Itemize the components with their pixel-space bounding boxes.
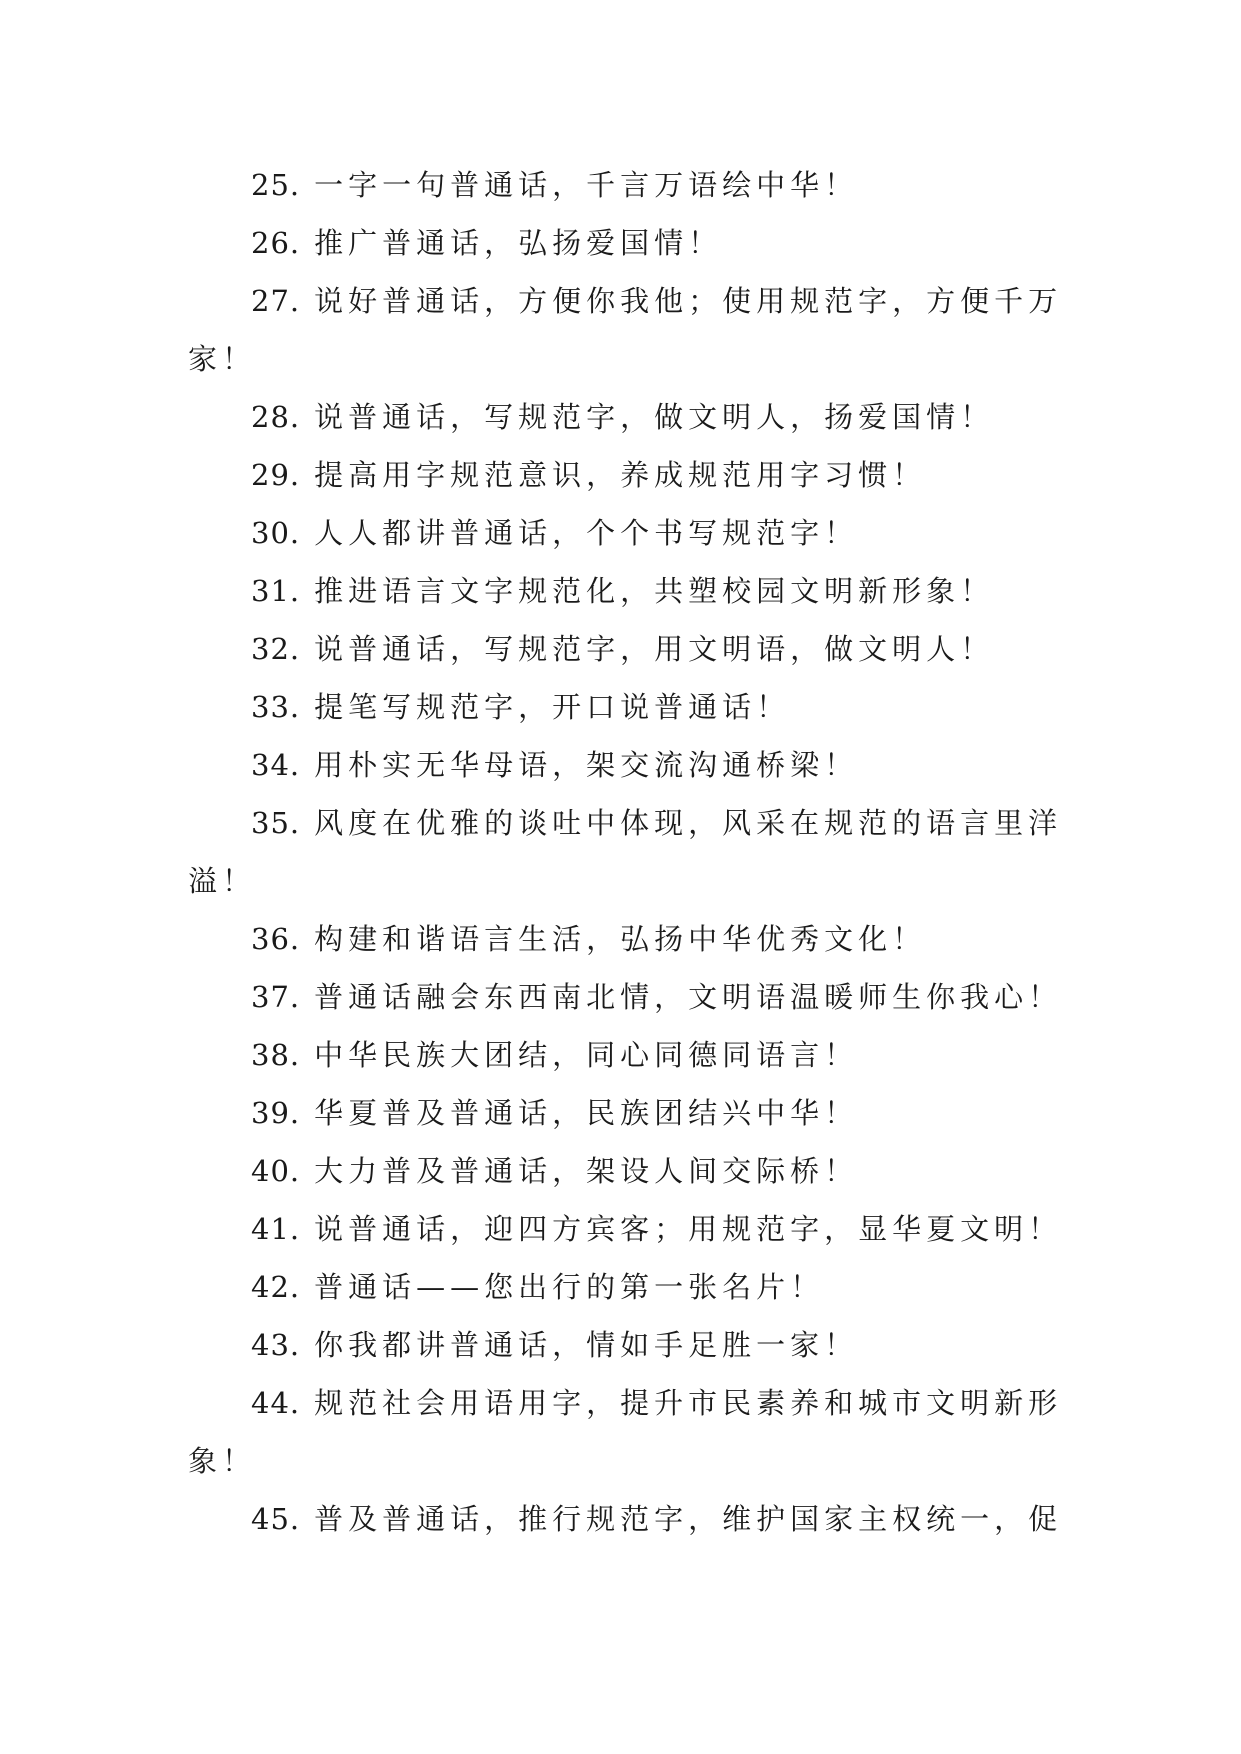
item-number: 34. [251, 748, 301, 782]
slogan-continuation [188, 330, 1048, 388]
slogan-text: 你我都讲普通话，情如手足胜一家！ [314, 1328, 859, 1362]
item-number: 30. [251, 516, 301, 550]
slogan-line [188, 156, 1048, 214]
slogan-text: 普及普通话，推行规范字，维护国家主权统一，促 [314, 1502, 1063, 1536]
item-number: 27. [251, 284, 301, 318]
slogan-line [188, 1490, 1063, 1548]
slogan-text: 中华民族大团结，同心同德同语言！ [314, 1038, 859, 1072]
slogan-line [188, 968, 1063, 1026]
item-number: 44. [251, 1386, 301, 1420]
slogan-text: 大力普及普通话，架设人间交际桥！ [314, 1154, 859, 1188]
item-number: 38. [251, 1038, 301, 1072]
item-number: 41. [251, 1212, 301, 1246]
slogan-line [188, 736, 1048, 794]
item-number: 29. [251, 458, 301, 492]
item-number: 43. [251, 1328, 301, 1362]
slogan-line [188, 446, 1048, 504]
slogan-line [188, 1142, 1048, 1200]
slogan-text: 人人都讲普通话，个个书写规范字！ [314, 516, 859, 550]
slogan-text: 家！ [188, 342, 257, 376]
item-number: 26. [251, 226, 301, 260]
slogan-line [188, 910, 1048, 968]
slogan-line [188, 1316, 1048, 1374]
slogan-text: 普通话融会东西南北情，文明语温暖师生你我心！ [314, 980, 1063, 1014]
slogan-text: 构建和谐语言生活，弘扬中华优秀文化！ [314, 922, 927, 956]
item-number: 39. [251, 1096, 301, 1130]
slogan-line [188, 678, 1048, 736]
slogan-text: 规范社会用语用字，提升市民素养和城市文明新形 [314, 1386, 1063, 1420]
slogan-text: 说普通话，写规范字，做文明人，扬爱国情！ [314, 400, 995, 434]
slogan-text: 象！ [188, 1444, 257, 1478]
item-number: 31. [251, 574, 301, 608]
item-number: 36. [251, 922, 301, 956]
slogan-line [188, 794, 1063, 852]
slogan-line [188, 1026, 1048, 1084]
slogan-text: 说普通话，写规范字，用文明语，做文明人！ [314, 632, 995, 666]
item-number: 40. [251, 1154, 301, 1188]
slogan-text: 风度在优雅的谈吐中体现，风采在规范的语言里洋 [314, 806, 1063, 840]
item-number: 45. [251, 1502, 301, 1536]
slogan-text: 说普通话，迎四方宾客；用规范字，显华夏文明！ [314, 1212, 1063, 1246]
slogan-line [188, 1374, 1063, 1432]
slogan-text: 普通话——您出行的第一张名片！ [314, 1270, 825, 1304]
slogan-text: 推进语言文字规范化，共塑校园文明新形象！ [314, 574, 995, 608]
slogan-line [188, 272, 1063, 330]
slogan-line [188, 504, 1048, 562]
item-number: 25. [251, 168, 301, 202]
slogan-continuation [188, 1432, 1048, 1490]
item-number: 28. [251, 400, 301, 434]
slogan-text: 溢！ [188, 864, 257, 898]
slogan-text: 说好普通话，方便你我他；使用规范字，方便千万 [314, 284, 1063, 318]
document-page [188, 156, 1063, 1548]
slogan-line [188, 1084, 1048, 1142]
item-number: 32. [251, 632, 301, 666]
item-number: 33. [251, 690, 301, 724]
slogan-text: 一字一句普通话，千言万语绘中华！ [314, 168, 859, 202]
slogan-line [188, 214, 1048, 272]
item-number: 42. [251, 1270, 301, 1304]
slogan-line [188, 1258, 1048, 1316]
slogan-line [188, 388, 1048, 446]
slogan-text: 华夏普及普通话，民族团结兴中华！ [314, 1096, 859, 1130]
slogan-continuation [188, 852, 1048, 910]
slogan-text: 用朴实无华母语，架交流沟通桥梁！ [314, 748, 859, 782]
slogan-line [188, 620, 1048, 678]
slogan-line [188, 1200, 1063, 1258]
slogan-text: 提笔写规范字，开口说普通话！ [314, 690, 791, 724]
slogan-text: 推广普通话，弘扬爱国情！ [314, 226, 723, 260]
slogan-text: 提高用字规范意识，养成规范用字习惯！ [314, 458, 927, 492]
item-number: 35. [251, 806, 301, 840]
item-number: 37. [251, 980, 301, 1014]
slogan-line [188, 562, 1048, 620]
